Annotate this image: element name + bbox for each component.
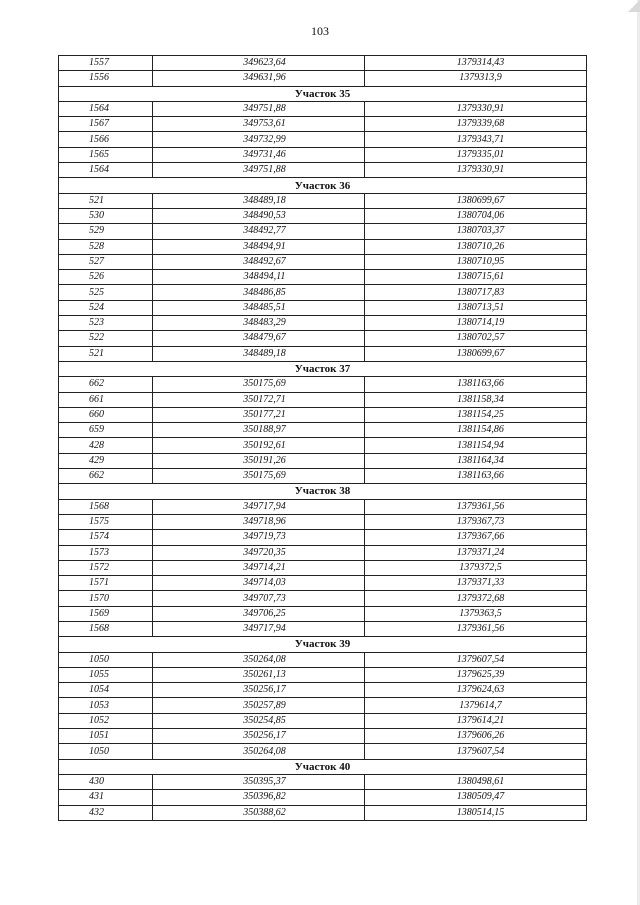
y-coordinate-cell: 1380704,06 bbox=[365, 208, 587, 223]
y-coordinate-cell: 1381164,34 bbox=[365, 453, 587, 468]
point-number-cell: 660 bbox=[59, 407, 153, 422]
section-header-row bbox=[59, 759, 587, 774]
point-number-cell: 1051 bbox=[59, 729, 153, 744]
y-coordinate-cell: 1379361,56 bbox=[365, 499, 587, 514]
x-coordinate-cell: 349714,21 bbox=[153, 560, 365, 575]
y-coordinate-cell: 1379339,68 bbox=[365, 117, 587, 132]
x-coordinate-cell: 350388,62 bbox=[153, 805, 365, 820]
y-coordinate-cell: 1379614,7 bbox=[365, 698, 587, 713]
table-row bbox=[59, 377, 587, 392]
x-coordinate-cell: 350191,26 bbox=[153, 453, 365, 468]
table-row bbox=[59, 713, 587, 728]
y-coordinate-cell: 1379372,68 bbox=[365, 591, 587, 606]
point-number-cell: 431 bbox=[59, 790, 153, 805]
x-coordinate-cell: 348490,53 bbox=[153, 208, 365, 223]
point-number-cell: 662 bbox=[59, 377, 153, 392]
table-row bbox=[59, 208, 587, 223]
x-coordinate-cell: 350261,13 bbox=[153, 667, 365, 682]
x-coordinate-cell: 349753,61 bbox=[153, 117, 365, 132]
y-coordinate-cell: 1380699,67 bbox=[365, 346, 587, 361]
y-coordinate-cell: 1379314,43 bbox=[365, 56, 587, 71]
point-number-cell: 1556 bbox=[59, 71, 153, 86]
x-coordinate-cell: 348483,29 bbox=[153, 316, 365, 331]
y-coordinate-cell: 1379371,24 bbox=[365, 545, 587, 560]
table-row bbox=[59, 193, 587, 208]
x-coordinate-cell: 349719,73 bbox=[153, 530, 365, 545]
y-coordinate-cell: 1379361,56 bbox=[365, 621, 587, 636]
table-row bbox=[59, 469, 587, 484]
point-number-cell: 1050 bbox=[59, 652, 153, 667]
point-number-cell: 428 bbox=[59, 438, 153, 453]
coordinates-table-container bbox=[58, 55, 586, 821]
x-coordinate-cell: 350396,82 bbox=[153, 790, 365, 805]
section-header-row bbox=[59, 484, 587, 499]
table-row bbox=[59, 499, 587, 514]
section-title: Участок 36 bbox=[59, 178, 587, 193]
table-row bbox=[59, 698, 587, 713]
coordinates-table bbox=[58, 55, 587, 821]
x-coordinate-cell: 349718,96 bbox=[153, 514, 365, 529]
x-coordinate-cell: 348494,91 bbox=[153, 239, 365, 254]
y-coordinate-cell: 1380713,51 bbox=[365, 300, 587, 315]
section-header-row bbox=[59, 86, 587, 101]
table-row bbox=[59, 224, 587, 239]
point-number-cell: 659 bbox=[59, 423, 153, 438]
table-row bbox=[59, 652, 587, 667]
point-number-cell: 1055 bbox=[59, 667, 153, 682]
table-row bbox=[59, 101, 587, 116]
table-row bbox=[59, 254, 587, 269]
table-row bbox=[59, 683, 587, 698]
table-row bbox=[59, 346, 587, 361]
x-coordinate-cell: 350264,08 bbox=[153, 652, 365, 667]
page-number: 103 bbox=[311, 24, 329, 38]
point-number-cell: 1564 bbox=[59, 163, 153, 178]
scan-corner bbox=[628, 0, 640, 12]
x-coordinate-cell: 348489,18 bbox=[153, 346, 365, 361]
table-row bbox=[59, 545, 587, 560]
point-number-cell: 522 bbox=[59, 331, 153, 346]
point-number-cell: 521 bbox=[59, 346, 153, 361]
table-row bbox=[59, 285, 587, 300]
table-row bbox=[59, 667, 587, 682]
table-row bbox=[59, 438, 587, 453]
y-coordinate-cell: 1379335,01 bbox=[365, 147, 587, 162]
section-title: Участок 35 bbox=[59, 86, 587, 101]
table-row bbox=[59, 744, 587, 759]
y-coordinate-cell: 1380717,83 bbox=[365, 285, 587, 300]
y-coordinate-cell: 1379367,73 bbox=[365, 514, 587, 529]
point-number-cell: 529 bbox=[59, 224, 153, 239]
x-coordinate-cell: 348492,67 bbox=[153, 254, 365, 269]
point-number-cell: 1565 bbox=[59, 147, 153, 162]
table-row bbox=[59, 729, 587, 744]
y-coordinate-cell: 1380703,37 bbox=[365, 224, 587, 239]
table-row bbox=[59, 591, 587, 606]
x-coordinate-cell: 348479,67 bbox=[153, 331, 365, 346]
y-coordinate-cell: 1381154,25 bbox=[365, 407, 587, 422]
y-coordinate-cell: 1379330,91 bbox=[365, 163, 587, 178]
x-coordinate-cell: 350177,21 bbox=[153, 407, 365, 422]
table-row bbox=[59, 56, 587, 71]
y-coordinate-cell: 1380710,26 bbox=[365, 239, 587, 254]
y-coordinate-cell: 1379606,26 bbox=[365, 729, 587, 744]
coordinates-table-body bbox=[59, 56, 587, 821]
table-row bbox=[59, 147, 587, 162]
y-coordinate-cell: 1380699,67 bbox=[365, 193, 587, 208]
table-row bbox=[59, 132, 587, 147]
y-coordinate-cell: 1380702,57 bbox=[365, 331, 587, 346]
x-coordinate-cell: 350257,89 bbox=[153, 698, 365, 713]
table-row bbox=[59, 621, 587, 636]
point-number-cell: 1568 bbox=[59, 621, 153, 636]
section-header-row bbox=[59, 637, 587, 652]
x-coordinate-cell: 350256,17 bbox=[153, 729, 365, 744]
y-coordinate-cell: 1379372,5 bbox=[365, 560, 587, 575]
y-coordinate-cell: 1381163,66 bbox=[365, 469, 587, 484]
table-row bbox=[59, 331, 587, 346]
table-row bbox=[59, 316, 587, 331]
y-coordinate-cell: 1379367,66 bbox=[365, 530, 587, 545]
point-number-cell: 1569 bbox=[59, 606, 153, 621]
section-title: Участок 37 bbox=[59, 361, 587, 376]
x-coordinate-cell: 350175,69 bbox=[153, 469, 365, 484]
x-coordinate-cell: 350395,37 bbox=[153, 774, 365, 789]
table-row bbox=[59, 71, 587, 86]
x-coordinate-cell: 349707,73 bbox=[153, 591, 365, 606]
x-coordinate-cell: 350188,97 bbox=[153, 423, 365, 438]
x-coordinate-cell: 349751,88 bbox=[153, 163, 365, 178]
table-row bbox=[59, 117, 587, 132]
point-number-cell: 528 bbox=[59, 239, 153, 254]
point-number-cell: 430 bbox=[59, 774, 153, 789]
x-coordinate-cell: 348494,11 bbox=[153, 270, 365, 285]
table-row bbox=[59, 790, 587, 805]
table-row bbox=[59, 606, 587, 621]
x-coordinate-cell: 349751,88 bbox=[153, 101, 365, 116]
x-coordinate-cell: 349717,94 bbox=[153, 621, 365, 636]
table-row bbox=[59, 774, 587, 789]
y-coordinate-cell: 1380498,61 bbox=[365, 774, 587, 789]
point-number-cell: 1570 bbox=[59, 591, 153, 606]
point-number-cell: 526 bbox=[59, 270, 153, 285]
y-coordinate-cell: 1381154,86 bbox=[365, 423, 587, 438]
table-row bbox=[59, 453, 587, 468]
point-number-cell: 661 bbox=[59, 392, 153, 407]
table-row bbox=[59, 270, 587, 285]
x-coordinate-cell: 348485,51 bbox=[153, 300, 365, 315]
y-coordinate-cell: 1379313,9 bbox=[365, 71, 587, 86]
point-number-cell: 1572 bbox=[59, 560, 153, 575]
point-number-cell: 1574 bbox=[59, 530, 153, 545]
table-row bbox=[59, 407, 587, 422]
point-number-cell: 662 bbox=[59, 469, 153, 484]
y-coordinate-cell: 1380714,19 bbox=[365, 316, 587, 331]
table-row bbox=[59, 514, 587, 529]
y-coordinate-cell: 1381154,94 bbox=[365, 438, 587, 453]
section-header-row bbox=[59, 178, 587, 193]
table-row bbox=[59, 239, 587, 254]
y-coordinate-cell: 1381163,66 bbox=[365, 377, 587, 392]
x-coordinate-cell: 349706,25 bbox=[153, 606, 365, 621]
y-coordinate-cell: 1379607,54 bbox=[365, 744, 587, 759]
point-number-cell: 1567 bbox=[59, 117, 153, 132]
table-row bbox=[59, 163, 587, 178]
table-row bbox=[59, 576, 587, 591]
point-number-cell: 1568 bbox=[59, 499, 153, 514]
point-number-cell: 1052 bbox=[59, 713, 153, 728]
section-header-row bbox=[59, 361, 587, 376]
point-number-cell: 1054 bbox=[59, 683, 153, 698]
x-coordinate-cell: 350172,71 bbox=[153, 392, 365, 407]
table-row bbox=[59, 392, 587, 407]
table-row bbox=[59, 560, 587, 575]
point-number-cell: 521 bbox=[59, 193, 153, 208]
x-coordinate-cell: 349732,99 bbox=[153, 132, 365, 147]
x-coordinate-cell: 349714,03 bbox=[153, 576, 365, 591]
x-coordinate-cell: 349623,64 bbox=[153, 56, 365, 71]
table-row bbox=[59, 423, 587, 438]
point-number-cell: 1575 bbox=[59, 514, 153, 529]
point-number-cell: 1573 bbox=[59, 545, 153, 560]
y-coordinate-cell: 1380514,15 bbox=[365, 805, 587, 820]
x-coordinate-cell: 349731,46 bbox=[153, 147, 365, 162]
x-coordinate-cell: 350192,61 bbox=[153, 438, 365, 453]
y-coordinate-cell: 1379625,39 bbox=[365, 667, 587, 682]
y-coordinate-cell: 1379624,63 bbox=[365, 683, 587, 698]
point-number-cell: 432 bbox=[59, 805, 153, 820]
point-number-cell: 429 bbox=[59, 453, 153, 468]
point-number-cell: 527 bbox=[59, 254, 153, 269]
point-number-cell: 525 bbox=[59, 285, 153, 300]
y-coordinate-cell: 1381158,34 bbox=[365, 392, 587, 407]
point-number-cell: 1566 bbox=[59, 132, 153, 147]
y-coordinate-cell: 1380715,61 bbox=[365, 270, 587, 285]
point-number-cell: 1557 bbox=[59, 56, 153, 71]
table-row bbox=[59, 530, 587, 545]
point-number-cell: 530 bbox=[59, 208, 153, 223]
y-coordinate-cell: 1379607,54 bbox=[365, 652, 587, 667]
x-coordinate-cell: 348486,85 bbox=[153, 285, 365, 300]
point-number-cell: 1050 bbox=[59, 744, 153, 759]
y-coordinate-cell: 1379330,91 bbox=[365, 101, 587, 116]
point-number-cell: 1571 bbox=[59, 576, 153, 591]
y-coordinate-cell: 1379371,33 bbox=[365, 576, 587, 591]
section-title: Участок 40 bbox=[59, 759, 587, 774]
point-number-cell: 1053 bbox=[59, 698, 153, 713]
point-number-cell: 524 bbox=[59, 300, 153, 315]
table-row bbox=[59, 805, 587, 820]
x-coordinate-cell: 350264,08 bbox=[153, 744, 365, 759]
y-coordinate-cell: 1380710,95 bbox=[365, 254, 587, 269]
y-coordinate-cell: 1379614,21 bbox=[365, 713, 587, 728]
y-coordinate-cell: 1380509,47 bbox=[365, 790, 587, 805]
point-number-cell: 1564 bbox=[59, 101, 153, 116]
y-coordinate-cell: 1379343,71 bbox=[365, 132, 587, 147]
x-coordinate-cell: 349631,96 bbox=[153, 71, 365, 86]
point-number-cell: 523 bbox=[59, 316, 153, 331]
x-coordinate-cell: 349720,35 bbox=[153, 545, 365, 560]
table-row bbox=[59, 300, 587, 315]
x-coordinate-cell: 349717,94 bbox=[153, 499, 365, 514]
x-coordinate-cell: 348489,18 bbox=[153, 193, 365, 208]
x-coordinate-cell: 348492,77 bbox=[153, 224, 365, 239]
section-title: Участок 39 bbox=[59, 637, 587, 652]
section-title: Участок 38 bbox=[59, 484, 587, 499]
x-coordinate-cell: 350175,69 bbox=[153, 377, 365, 392]
x-coordinate-cell: 350254,85 bbox=[153, 713, 365, 728]
x-coordinate-cell: 350256,17 bbox=[153, 683, 365, 698]
y-coordinate-cell: 1379363,5 bbox=[365, 606, 587, 621]
